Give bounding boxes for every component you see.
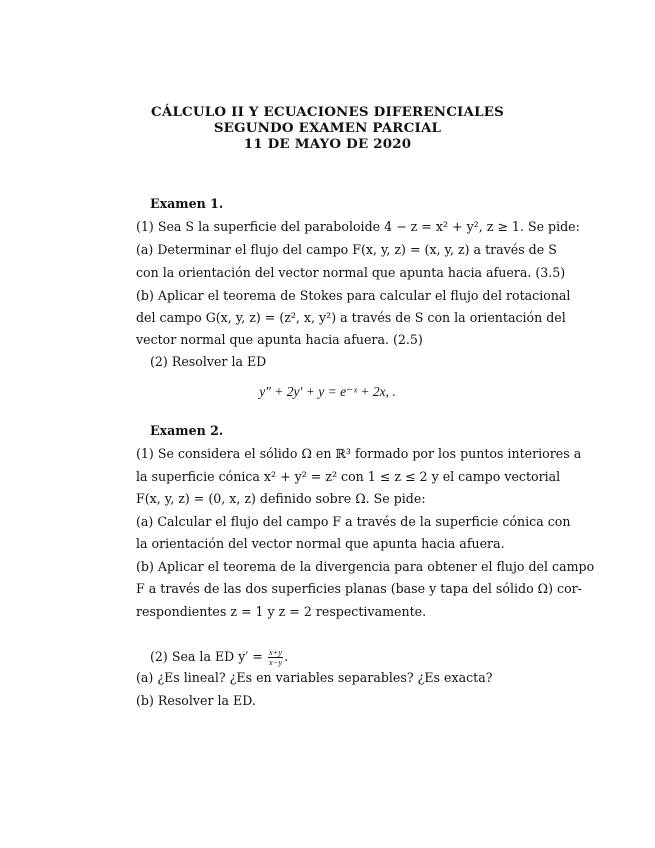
- exam2-line: la orientación del vector normal que apunta hacia afuera.: [136, 536, 505, 551]
- exam2-heading: Examen 2.: [150, 423, 224, 438]
- exam1-equation: y″ + 2y′ + y = e⁻ˣ + 2x, .: [259, 384, 396, 399]
- exam1-heading: Examen 1.: [150, 196, 224, 211]
- exam1-line: vector normal que apunta hacia afuera. (2.5): [136, 332, 423, 347]
- exam1-line: (b) Aplicar el teorema de Stokes para calcular el flujo del rotacional: [136, 288, 571, 303]
- exam1-line: del campo G(x, y, z) = (z², x, y²) a través de S con la orientación del: [136, 310, 566, 325]
- exam2-question-2b: (b) Resolver la ED.: [136, 693, 256, 708]
- exam2-line: respondientes z = 1 y z = 2 respectivamente.: [136, 604, 427, 619]
- exam1-line: con la orientación del vector normal que apunta hacia afuera. (3.5): [136, 265, 566, 280]
- exam2-line: F a través de las dos superficies planas (base y tapa del sólido Ω) cor-: [136, 581, 582, 596]
- fraction-denominator: x−y: [268, 657, 283, 667]
- q2-suffix: .: [284, 649, 289, 664]
- exam2-question-2a: (a) ¿Es lineal? ¿Es en variables separables? ¿Es exacta?: [136, 670, 493, 685]
- exam1-question-2: (2) Resolver la ED: [150, 354, 267, 369]
- q2-prefix: (2) Sea la ED y′ =: [150, 649, 263, 664]
- exam2-question-2: [150, 648, 534, 667]
- exam2-line: (a) Calcular el flujo del campo F a través de la superficie cónica con: [136, 514, 571, 529]
- exam-title: SEGUNDO EXAMEN PARCIAL: [213, 120, 442, 136]
- exam2-line: F(x, y, z) = (0, x, z) definido sobre Ω. Se pide:: [136, 491, 426, 506]
- exam1-line: (1) Sea S la superficie del paraboloide 4 − z = x² + y², z ≥ 1. Se pide:: [136, 219, 580, 234]
- exam2-line: (1) Se considera el sólido Ω en ℝ³ formado por los puntos interiores a: [136, 446, 582, 461]
- exam2-line: la superficie cónica x² + y² = z² con 1 ≤ z ≤ 2 y el campo vectorial: [136, 469, 561, 484]
- exam-date: 11 DE MAYO DE 2020: [243, 136, 412, 152]
- exam1-line: (a) Determinar el flujo del campo F(x, y, z) = (x, y, z) a través de S: [136, 242, 557, 257]
- course-title: CÁLCULO II Y ECUACIONES DIFERENCIALES: [151, 104, 504, 120]
- q2-fraction: [268, 648, 283, 667]
- fraction-numerator: x+y: [268, 647, 283, 657]
- exam2-line: (b) Aplicar el teorema de la divergencia para obtener el flujo del campo: [136, 559, 595, 574]
